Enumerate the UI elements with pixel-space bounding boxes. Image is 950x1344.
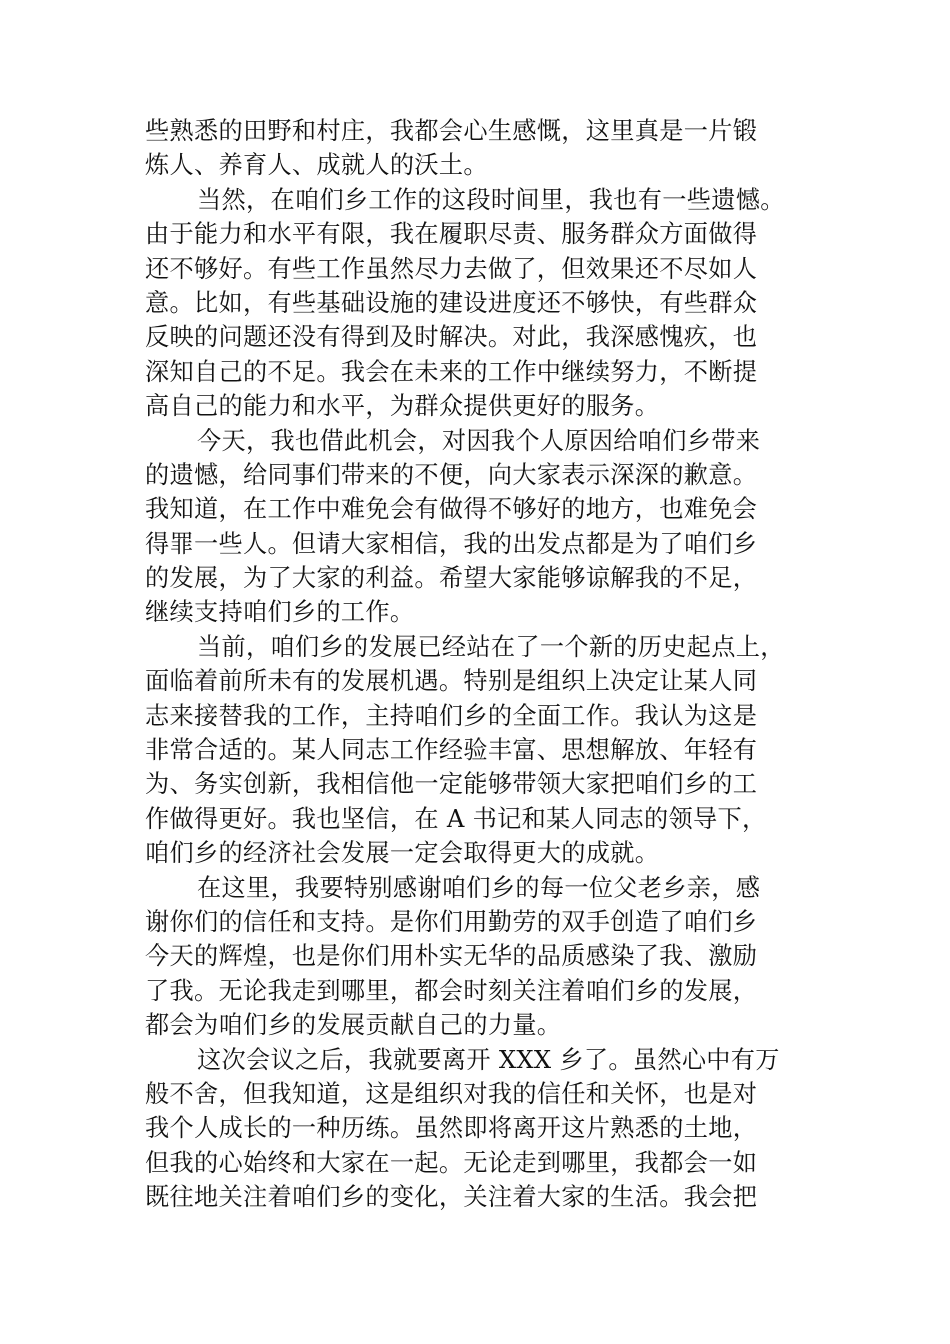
text-line: 非常合适的。某人同志工作经验丰富、思想解放、年轻有	[145, 736, 758, 765]
text-line: 今天的辉煌，也是你们用朴实无华的品质感染了我、激励	[145, 942, 758, 971]
text-line: 深知自己的不足。我会在未来的工作中继续努力，不断提	[145, 357, 758, 386]
text-line: 高自己的能力和水平，为群众提供更好的服务。	[145, 392, 660, 421]
paragraph-apology	[145, 424, 825, 630]
text-line: 还不够好。有些工作虽然尽力去做了，但效果还不尽如人	[145, 254, 758, 283]
text-line: 作做得更好。我也坚信，在 A 书记和某人同志的领导下，	[145, 804, 767, 833]
text-line: 当前，咱们乡的发展已经站在了一个新的历史起点上，	[197, 632, 785, 661]
text-line: 的遗憾，给同事们带来的不便，向大家表示深深的歉意。	[145, 460, 758, 489]
text-line: 面临着前所未有的发展机遇。特别是组织上决定让某人同	[145, 667, 758, 696]
text-line: 继续支持咱们乡的工作。	[145, 598, 415, 627]
text-line: 志来接替我的工作，主持咱们乡的全面工作。我认为这是	[145, 701, 758, 730]
text-line: 意。比如，有些基础设施的建设进度还不够快，有些群众	[145, 288, 758, 317]
text-line: 咱们乡的经济社会发展一定会取得更大的成就。	[145, 839, 660, 868]
text-line: 这次会议之后，我就要离开 XXX 乡了。虽然心中有万	[197, 1045, 780, 1074]
text-line: 由于能力和水平有限，我在履职尽责、服务群众方面做得	[145, 220, 758, 249]
text-line: 在这里，我要特别感谢咱们乡的每一位父老乡亲，感	[197, 873, 761, 902]
document-body	[145, 114, 825, 1215]
paragraph-continuation	[145, 114, 825, 183]
text-line: 但我的心始终和大家在一起。无论走到哪里，我都会一如	[145, 1148, 758, 1177]
text-line: 我个人成长的一种历练。虽然即将离开这片熟悉的土地，	[145, 1114, 758, 1143]
text-line: 了我。无论我走到哪里，都会时刻关注着咱们乡的发展，	[145, 976, 758, 1005]
text-line: 当然，在咱们乡工作的这段时间里，我也有一些遗憾。	[197, 185, 785, 214]
text-line: 般不舍，但我知道，这是组织对我的信任和关怀，也是对	[145, 1079, 758, 1108]
paragraph-successor	[145, 630, 825, 871]
text-line: 得罪一些人。但请大家相信，我的出发点都是为了咱们乡	[145, 529, 758, 558]
text-line: 谢你们的信任和支持。是你们用勤劳的双手创造了咱们乡	[145, 907, 758, 936]
text-line: 为、务实创新，我相信他一定能够带领大家把咱们乡的工	[145, 770, 758, 799]
text-line: 既往地关注着咱们乡的变化，关注着大家的生活。我会把	[145, 1183, 758, 1212]
text-line: 的发展，为了大家的利益。希望大家能够谅解我的不足，	[145, 564, 758, 593]
text-line: 反映的问题还没有得到及时解决。对此，我深感愧疚，也	[145, 323, 758, 352]
text-line: 些熟悉的田野和村庄，我都会心生感慨，这里真是一片锻	[145, 117, 758, 145]
paragraph-gratitude	[145, 871, 825, 1043]
text-line: 炼人、养育人、成就人的沃土。	[145, 151, 488, 180]
text-line: 我知道，在工作中难免会有做得不够好的地方，也难免会	[145, 495, 758, 524]
paragraph-regrets	[145, 183, 825, 424]
text-line: 都会为咱们乡的发展贡献自己的力量。	[145, 1011, 562, 1040]
paragraph-farewell	[145, 1043, 825, 1215]
text-line: 今天，我也借此机会，对因我个人原因给咱们乡带来	[197, 426, 761, 455]
